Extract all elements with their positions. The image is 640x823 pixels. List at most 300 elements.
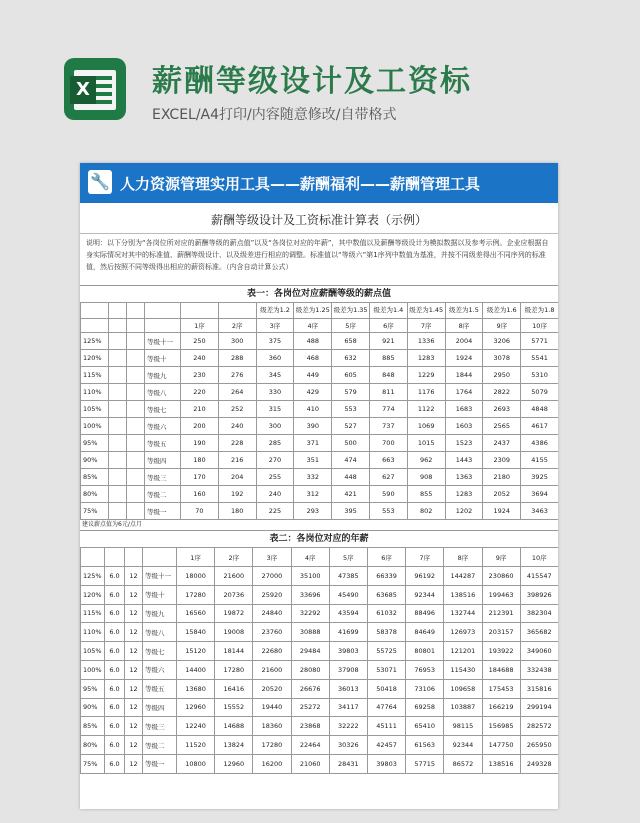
rate-cell: 6.0	[105, 717, 125, 736]
value-cell: 132744	[444, 604, 482, 623]
value-cell: 13680	[177, 679, 215, 698]
value-cell: 811	[369, 384, 407, 401]
value-cell: 908	[407, 469, 445, 486]
document-sheet	[80, 163, 558, 809]
value-cell: 25272	[291, 698, 329, 717]
value-cell: 2693	[483, 401, 521, 418]
excel-icon-line	[94, 76, 112, 80]
grade-cell: 等级四	[145, 452, 181, 469]
value-cell: 1069	[407, 418, 445, 435]
value-cell: 1336	[407, 333, 445, 350]
value-cell: 265950	[520, 736, 558, 755]
seq-header-cell: 5序	[332, 319, 370, 333]
value-cell: 12240	[177, 717, 215, 736]
value-cell: 737	[369, 418, 407, 435]
percent-cell: 125%	[81, 567, 105, 586]
value-cell: 627	[369, 469, 407, 486]
value-cell: 126973	[444, 623, 482, 642]
value-cell: 5079	[521, 384, 558, 401]
table-cell	[127, 333, 145, 350]
header-cell	[127, 303, 145, 319]
value-cell: 11520	[177, 736, 215, 755]
value-cell: 61563	[406, 736, 444, 755]
value-cell: 365682	[520, 623, 558, 642]
value-cell: 312	[294, 486, 332, 503]
value-cell: 63685	[367, 585, 405, 604]
value-cell: 84649	[406, 623, 444, 642]
rate-cell: 6.0	[105, 698, 125, 717]
value-cell: 240	[218, 418, 256, 435]
value-cell: 17280	[253, 736, 291, 755]
percent-cell: 115%	[81, 604, 105, 623]
value-cell: 109658	[444, 679, 482, 698]
grade-cell: 等级六	[143, 660, 177, 679]
value-cell: 276	[218, 367, 256, 384]
value-cell: 14688	[215, 717, 253, 736]
value-cell: 16200	[253, 754, 291, 773]
value-cell: 138516	[444, 585, 482, 604]
value-cell: 19440	[253, 698, 291, 717]
header-cell	[81, 548, 105, 567]
value-cell: 421	[332, 486, 370, 503]
value-cell: 3694	[521, 486, 558, 503]
value-cell: 21060	[291, 754, 329, 773]
value-cell: 17280	[177, 585, 215, 604]
value-cell: 527	[332, 418, 370, 435]
seq-header-cell: 4序	[291, 548, 329, 567]
value-cell: 33696	[291, 585, 329, 604]
percent-cell: 125%	[81, 333, 109, 350]
seq-header-cell: 2序	[218, 319, 256, 333]
header-cell	[127, 319, 145, 333]
value-cell: 16560	[177, 604, 215, 623]
value-cell: 21600	[215, 567, 253, 586]
months-cell: 12	[125, 604, 143, 623]
value-cell: 2309	[483, 452, 521, 469]
table1-diff-header	[81, 303, 559, 319]
value-cell: 3925	[521, 469, 558, 486]
value-cell: 98115	[444, 717, 482, 736]
table-cell	[127, 384, 145, 401]
table-cell	[127, 418, 145, 435]
grade-cell: 等级八	[143, 623, 177, 642]
value-cell: 250	[181, 333, 219, 350]
value-cell: 88496	[406, 604, 444, 623]
value-cell: 885	[369, 350, 407, 367]
value-cell: 41699	[329, 623, 367, 642]
percent-cell: 95%	[81, 435, 109, 452]
table-row	[81, 679, 559, 698]
seq-header-cell: 3序	[253, 548, 291, 567]
value-cell: 200	[181, 418, 219, 435]
table-row	[81, 350, 559, 367]
value-cell: 2052	[483, 486, 521, 503]
value-cell: 553	[369, 503, 407, 520]
value-cell: 632	[332, 350, 370, 367]
value-cell: 210	[181, 401, 219, 418]
banner	[80, 163, 558, 203]
table-cell	[109, 367, 127, 384]
table-row	[81, 660, 559, 679]
table-cell	[109, 384, 127, 401]
months-cell: 12	[125, 642, 143, 661]
description-note: 说明：以下分别为“各岗位所对应的薪酬等级的薪点值”以及“各岗位对应的年薪”，其中数值以及薪酬等级设计为模拟数据以及参考示例。企业应根据自身实际情况对其中的标准值、薪酬等级设计、以及级差进行相应的调整。标准值以“等级六”第1序列中数值为基准，并按不同级差得出不同序列的标准值，然后按照不同等级得出相应的薪资标准。（内含自动计算公式）	[86, 239, 549, 271]
value-cell: 2004	[445, 333, 483, 350]
seq-header-cell: 2序	[215, 548, 253, 567]
value-cell: 1229	[407, 367, 445, 384]
value-cell: 2180	[483, 469, 521, 486]
value-cell: 230	[181, 367, 219, 384]
header-cell	[145, 319, 181, 333]
table-cell	[109, 469, 127, 486]
value-cell: 410	[294, 401, 332, 418]
value-cell: 252	[218, 401, 256, 418]
value-cell: 663	[369, 452, 407, 469]
header-cell	[109, 303, 127, 319]
seq-header-cell: 1序	[181, 319, 219, 333]
value-cell: 579	[332, 384, 370, 401]
value-cell: 18360	[253, 717, 291, 736]
value-cell: 2437	[483, 435, 521, 452]
grade-cell: 等级十一	[145, 333, 181, 350]
header-cell	[218, 303, 256, 319]
value-cell: 15552	[215, 698, 253, 717]
value-cell: 468	[294, 350, 332, 367]
grade-cell: 等级九	[145, 367, 181, 384]
value-cell: 24840	[253, 604, 291, 623]
grade-cell: 等级二	[145, 486, 181, 503]
table-row	[81, 567, 559, 586]
months-cell: 12	[125, 623, 143, 642]
table-cell	[127, 435, 145, 452]
table-cell	[127, 350, 145, 367]
value-cell: 76953	[406, 660, 444, 679]
value-cell: 1683	[445, 401, 483, 418]
page-subtitle: EXCEL/A4打印/内容随意修改/自带格式	[152, 107, 397, 123]
value-cell: 17280	[215, 660, 253, 679]
value-cell: 23868	[291, 717, 329, 736]
value-cell: 802	[407, 503, 445, 520]
value-cell: 360	[256, 350, 294, 367]
grade-cell: 等级三	[143, 717, 177, 736]
header-cell	[145, 303, 181, 319]
value-cell: 61032	[367, 604, 405, 623]
months-cell: 12	[125, 585, 143, 604]
value-cell: 288	[218, 350, 256, 367]
value-cell: 73106	[406, 679, 444, 698]
value-cell: 65410	[406, 717, 444, 736]
percent-cell: 90%	[81, 698, 105, 717]
value-cell: 216	[218, 452, 256, 469]
value-cell: 47764	[367, 698, 405, 717]
value-cell: 147750	[482, 736, 520, 755]
value-cell: 28080	[291, 660, 329, 679]
value-cell: 332	[294, 469, 332, 486]
percent-cell: 120%	[81, 585, 105, 604]
diff-header-cell: 级差为1.25	[294, 303, 332, 319]
value-cell: 474	[332, 452, 370, 469]
grade-cell: 等级二	[143, 736, 177, 755]
months-cell: 12	[125, 754, 143, 773]
value-cell: 1363	[445, 469, 483, 486]
value-cell: 50418	[367, 679, 405, 698]
table-cell	[109, 350, 127, 367]
value-cell: 170	[181, 469, 219, 486]
value-cell: 66339	[367, 567, 405, 586]
percent-cell: 75%	[81, 754, 105, 773]
value-cell: 220	[181, 384, 219, 401]
banner-text: 人力资源管理实用工具——薪酬福利——薪酬管理工具	[120, 175, 481, 193]
table-row	[81, 469, 559, 486]
excel-icon-line	[94, 100, 112, 104]
value-cell: 13824	[215, 736, 253, 755]
value-cell: 86572	[444, 754, 482, 773]
value-cell: 22680	[253, 642, 291, 661]
value-cell: 5310	[521, 367, 558, 384]
seq-header-cell: 5序	[329, 548, 367, 567]
value-cell: 144287	[444, 567, 482, 586]
percent-cell: 95%	[81, 679, 105, 698]
table-cell	[109, 401, 127, 418]
diff-header-cell: 级差为1.4	[369, 303, 407, 319]
value-cell: 282572	[520, 717, 558, 736]
grade-cell: 等级八	[145, 384, 181, 401]
value-cell: 395	[332, 503, 370, 520]
value-cell: 449	[294, 367, 332, 384]
value-cell: 2565	[483, 418, 521, 435]
header-cell	[143, 548, 177, 567]
value-cell: 15840	[177, 623, 215, 642]
table-row	[81, 754, 559, 773]
table2-title: 表二：各岗位对应的年薪	[80, 530, 558, 547]
diff-header-cell: 级差为1.35	[332, 303, 370, 319]
value-cell: 1764	[445, 384, 483, 401]
grade-cell: 等级十	[145, 350, 181, 367]
value-cell: 138516	[482, 754, 520, 773]
value-cell: 249328	[520, 754, 558, 773]
table-row	[81, 585, 559, 604]
value-cell: 57715	[406, 754, 444, 773]
value-cell: 20736	[215, 585, 253, 604]
value-cell: 488	[294, 333, 332, 350]
table-cell	[127, 452, 145, 469]
value-cell: 429	[294, 384, 332, 401]
value-cell: 345	[256, 367, 294, 384]
value-cell: 121201	[444, 642, 482, 661]
value-cell: 10800	[177, 754, 215, 773]
rate-cell: 6.0	[105, 736, 125, 755]
value-cell: 199463	[482, 585, 520, 604]
grade-cell: 等级三	[145, 469, 181, 486]
table-row	[81, 367, 559, 384]
value-cell: 18000	[177, 567, 215, 586]
value-cell: 30326	[329, 736, 367, 755]
value-cell: 332438	[520, 660, 558, 679]
percent-cell: 100%	[81, 418, 109, 435]
value-cell: 371	[294, 435, 332, 452]
value-cell: 25920	[253, 585, 291, 604]
value-cell: 103887	[444, 698, 482, 717]
table-row	[81, 333, 559, 350]
seq-header-cell: 8序	[445, 319, 483, 333]
seq-header-cell: 7序	[406, 548, 444, 567]
percent-cell: 110%	[81, 384, 109, 401]
table-row	[81, 503, 559, 520]
value-cell: 2950	[483, 367, 521, 384]
value-cell: 23760	[253, 623, 291, 642]
value-cell: 300	[256, 418, 294, 435]
value-cell: 19008	[215, 623, 253, 642]
grade-cell: 等级一	[145, 503, 181, 520]
value-cell: 39803	[367, 754, 405, 773]
value-cell: 19872	[215, 604, 253, 623]
value-cell: 774	[369, 401, 407, 418]
seq-header-cell: 9序	[482, 548, 520, 567]
value-cell: 2822	[483, 384, 521, 401]
value-cell: 53071	[367, 660, 405, 679]
value-cell: 1523	[445, 435, 483, 452]
value-cell: 1283	[445, 486, 483, 503]
value-cell: 270	[256, 452, 294, 469]
value-cell: 700	[369, 435, 407, 452]
table1-title: 表一：各岗位对应薪酬等级的薪点值	[80, 285, 558, 302]
value-cell: 4386	[521, 435, 558, 452]
value-cell: 12960	[177, 698, 215, 717]
value-cell: 92344	[406, 585, 444, 604]
percent-cell: 120%	[81, 350, 109, 367]
table-row	[81, 452, 559, 469]
months-cell: 12	[125, 736, 143, 755]
seq-header-cell: 6序	[367, 548, 405, 567]
value-cell: 190	[181, 435, 219, 452]
value-cell: 605	[332, 367, 370, 384]
percent-cell: 85%	[81, 469, 109, 486]
value-cell: 156985	[482, 717, 520, 736]
seq-header-cell: 1序	[177, 548, 215, 567]
value-cell: 240	[256, 486, 294, 503]
value-cell: 29484	[291, 642, 329, 661]
value-cell: 300	[218, 333, 256, 350]
header-cell	[125, 548, 143, 567]
grade-cell: 等级七	[145, 401, 181, 418]
seq-header-cell: 6序	[369, 319, 407, 333]
table-row	[81, 717, 559, 736]
value-cell: 20520	[253, 679, 291, 698]
value-cell: 92344	[444, 736, 482, 755]
value-cell: 96192	[406, 567, 444, 586]
value-cell: 4155	[521, 452, 558, 469]
table-cell	[109, 486, 127, 503]
table-cell	[127, 401, 145, 418]
value-cell: 184688	[482, 660, 520, 679]
table-row	[81, 604, 559, 623]
months-cell: 12	[125, 717, 143, 736]
value-cell: 26676	[291, 679, 329, 698]
value-cell: 203157	[482, 623, 520, 642]
value-cell: 1015	[407, 435, 445, 452]
grade-cell: 等级九	[143, 604, 177, 623]
table-cell	[109, 418, 127, 435]
months-cell: 12	[125, 679, 143, 698]
percent-cell: 105%	[81, 401, 109, 418]
value-cell: 848	[369, 367, 407, 384]
rate-cell: 6.0	[105, 660, 125, 679]
grade-cell: 等级七	[143, 642, 177, 661]
value-cell: 39803	[329, 642, 367, 661]
percent-cell: 110%	[81, 623, 105, 642]
header-cell	[181, 303, 219, 319]
value-cell: 15120	[177, 642, 215, 661]
value-cell: 330	[256, 384, 294, 401]
value-cell: 293	[294, 503, 332, 520]
value-cell: 204	[218, 469, 256, 486]
table-cell	[109, 435, 127, 452]
table-row	[81, 435, 559, 452]
value-cell: 240	[181, 350, 219, 367]
table-cell	[109, 333, 127, 350]
value-cell: 36013	[329, 679, 367, 698]
grade-cell: 等级五	[145, 435, 181, 452]
percent-cell: 85%	[81, 717, 105, 736]
value-cell: 193922	[482, 642, 520, 661]
value-cell: 5541	[521, 350, 558, 367]
value-cell: 230860	[482, 567, 520, 586]
value-cell: 21600	[253, 660, 291, 679]
seq-header-cell: 8序	[444, 548, 482, 567]
value-cell: 30888	[291, 623, 329, 642]
table-cell	[127, 469, 145, 486]
months-cell: 12	[125, 698, 143, 717]
value-cell: 34117	[329, 698, 367, 717]
months-cell: 12	[125, 660, 143, 679]
percent-cell: 80%	[81, 736, 105, 755]
value-cell: 255	[256, 469, 294, 486]
table-cell	[127, 503, 145, 520]
value-cell: 45111	[367, 717, 405, 736]
value-cell: 212391	[482, 604, 520, 623]
value-cell: 35100	[291, 567, 329, 586]
header-cell	[81, 319, 109, 333]
value-cell: 590	[369, 486, 407, 503]
value-cell: 28431	[329, 754, 367, 773]
value-cell: 382304	[520, 604, 558, 623]
value-cell: 962	[407, 452, 445, 469]
value-cell: 180	[218, 503, 256, 520]
table-cell	[127, 367, 145, 384]
value-cell: 448	[332, 469, 370, 486]
value-cell: 349060	[520, 642, 558, 661]
value-cell: 228	[218, 435, 256, 452]
value-cell: 32292	[291, 604, 329, 623]
rate-cell: 6.0	[105, 623, 125, 642]
months-cell: 12	[125, 567, 143, 586]
header-cell	[81, 303, 109, 319]
value-cell: 192	[218, 486, 256, 503]
value-cell: 553	[332, 401, 370, 418]
value-cell: 1122	[407, 401, 445, 418]
page-title: 薪酬等级设计及工资标	[152, 64, 472, 99]
value-cell: 658	[332, 333, 370, 350]
rate-cell: 6.0	[105, 567, 125, 586]
table-row	[81, 623, 559, 642]
percent-cell: 105%	[81, 642, 105, 661]
value-cell: 27000	[253, 567, 291, 586]
table1-footnote: 建议薪点值为6元/点月	[82, 521, 142, 528]
value-cell: 390	[294, 418, 332, 435]
rate-cell: 6.0	[105, 604, 125, 623]
value-cell: 398926	[520, 585, 558, 604]
value-cell: 32222	[329, 717, 367, 736]
